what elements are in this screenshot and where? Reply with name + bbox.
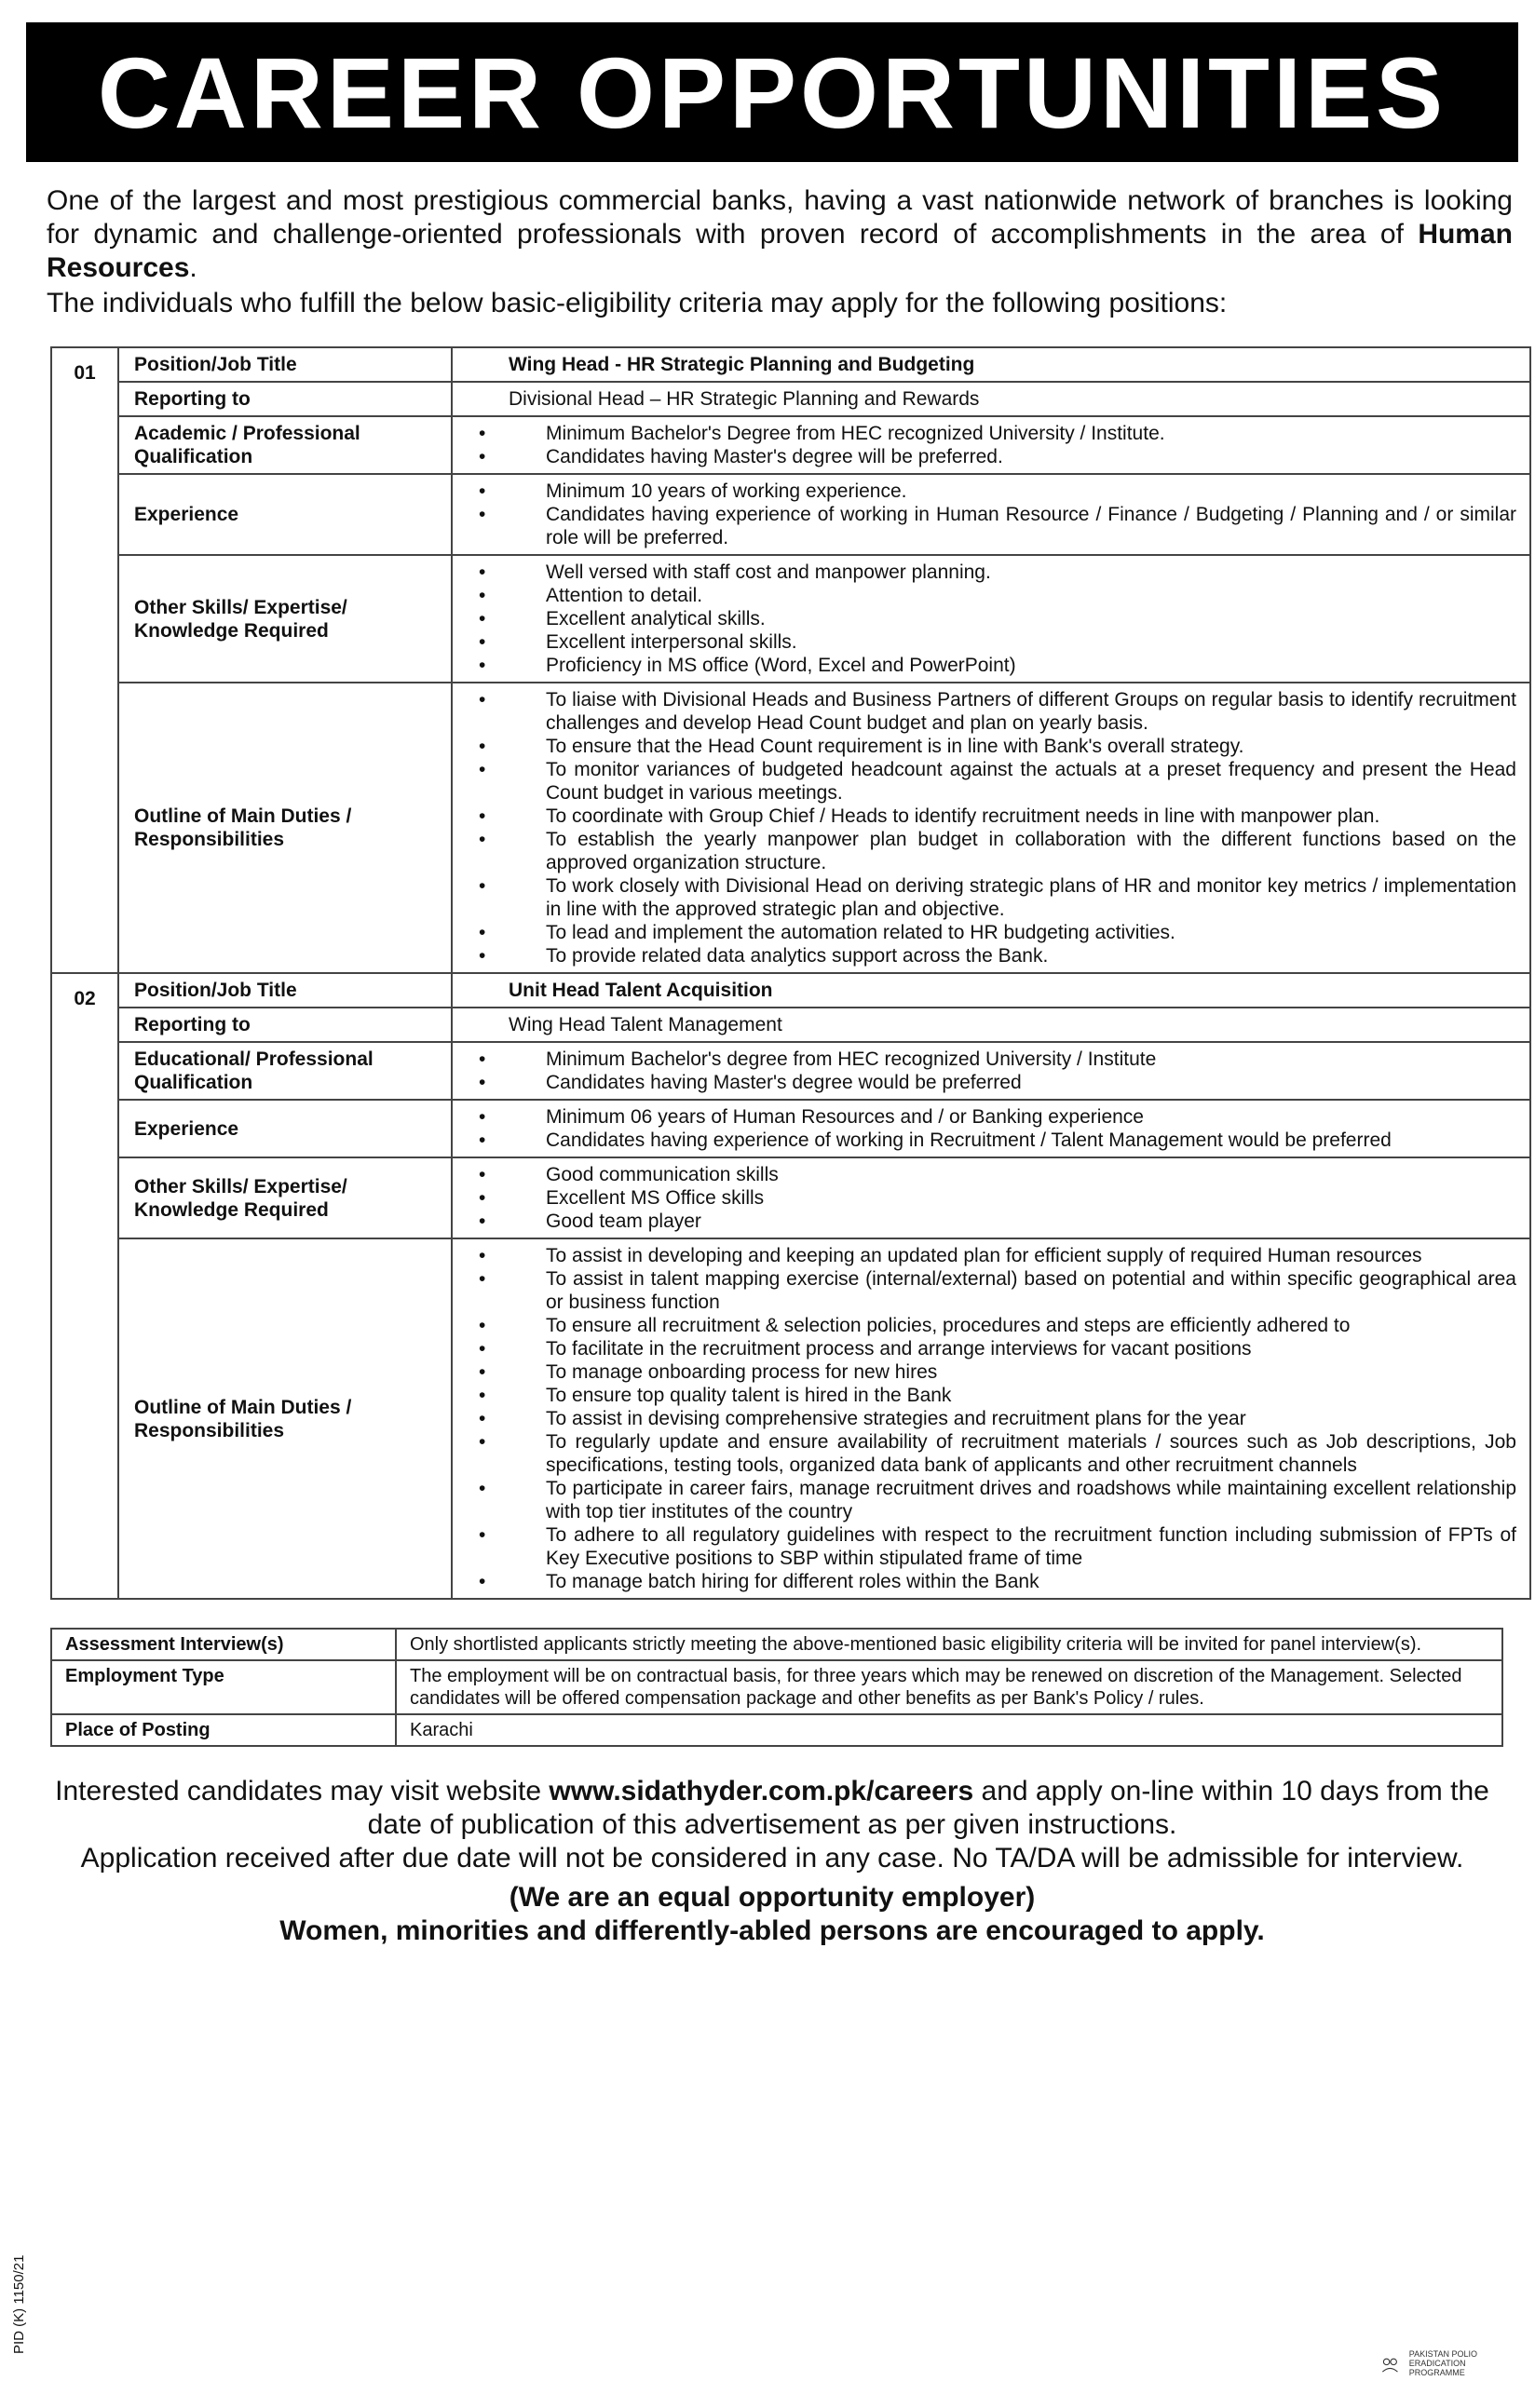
table-row	[51, 347, 1530, 382]
term-label: Employment Type	[51, 1660, 396, 1714]
list-item: • To assist in developing and keeping an updated plan for efficient supply of required Human resources	[546, 1244, 1520, 1267]
publication-id: PID (K) 1150/21	[11, 2254, 27, 2355]
table-row	[51, 683, 1530, 973]
list-item: • Good communication skills	[546, 1163, 1520, 1186]
page-title: CAREER OPPORTUNITIES	[26, 22, 1518, 162]
term-label: Assessment Interview(s)	[51, 1629, 396, 1660]
list-item: • To work closely with Divisional Head on deriving strategic plans of HR and monitor key metrics / implementation in line with the approved strategic plan and objective.	[546, 874, 1520, 921]
bullet-list	[471, 1048, 1520, 1094]
list-item: • To provide related data analytics support across the Bank.	[546, 944, 1520, 967]
field-label-qualification: Educational/ Professional Qualification	[118, 1042, 452, 1100]
field-label-qualification: Academic / Professional Qualification	[118, 416, 452, 474]
field-value-skills	[452, 1157, 1530, 1238]
list-item: • To ensure all recruitment & selection policies, procedures and steps are efficiently adhered to	[546, 1314, 1520, 1337]
list-item: • Candidates having experience of working in Human Resource / Finance / Budgeting / Planning and / or similar role will be preferred.	[546, 503, 1520, 549]
equal-opportunity-note: (We are an equal opportunity employer)	[509, 1882, 1036, 1913]
list-item: • To manage batch hiring for different roles within the Bank	[546, 1570, 1520, 1593]
eligibility-note: The individuals who fulfill the below basic-eligibility criteria may apply for the following positions:	[47, 288, 1228, 318]
list-item: • Minimum 06 years of Human Resources and / or Banking experience	[546, 1105, 1520, 1129]
list-item: • Excellent interpersonal skills.	[546, 630, 1520, 654]
polio-logo-icon	[1379, 2342, 1402, 2385]
field-label-duties: Outline of Main Duties / Responsibilities	[118, 1238, 452, 1599]
list-item: • Minimum Bachelor's degree from HEC recognized University / Institute	[546, 1048, 1520, 1071]
field-value-title: Unit Head Talent Acquisition	[452, 973, 1530, 1008]
table-row	[51, 1008, 1530, 1042]
list-item: • To participate in career fairs, manage recruitment drives and roadshows while maintaining excellent relationship with top tier institutes of the country	[546, 1477, 1520, 1523]
intro-text: One of the largest and most prestigious commercial banks, having a vast nationwide network of branches is looking for dynamic and challenge-oriented professionals with proven record of accomplishments in the area of	[47, 185, 1513, 250]
list-item: • Good team player	[546, 1210, 1520, 1233]
bullet-list	[471, 1163, 1520, 1233]
field-value-reporting: Divisional Head – HR Strategic Planning and Rewards	[452, 382, 1530, 416]
list-item: • Attention to detail.	[546, 584, 1520, 607]
list-item: • Proficiency in MS office (Word, Excel and PowerPoint)	[546, 654, 1520, 677]
table-row	[51, 1714, 1502, 1746]
list-item: • To monitor variances of budgeted headcount against the actuals at a preset frequency and present the Head Count budget in various meetings.	[546, 758, 1520, 805]
field-value-duties	[452, 1238, 1530, 1599]
table-row	[51, 1238, 1530, 1599]
list-item: • To manage onboarding process for new hires	[546, 1360, 1520, 1384]
positions-table	[50, 346, 1531, 1600]
field-label-title: Position/Job Title	[118, 347, 452, 382]
field-label-experience: Experience	[118, 1100, 452, 1157]
table-row	[51, 382, 1530, 416]
field-value-qualification	[452, 1042, 1530, 1100]
list-item: • Minimum Bachelor's Degree from HEC recognized University / Institute.	[546, 422, 1520, 445]
polio-logo-text: PAKISTAN POLIO ERADICATION PROGRAMME	[1408, 2348, 1477, 2377]
position-number: 02	[51, 973, 118, 1599]
position-number: 01	[51, 347, 118, 973]
field-value-reporting: Wing Head Talent Management	[452, 1008, 1530, 1042]
bullet-list	[471, 1105, 1520, 1152]
field-value-experience	[452, 1100, 1530, 1157]
terms-table	[50, 1628, 1503, 1747]
list-item: • To lead and implement the automation related to HR budgeting activities.	[546, 921, 1520, 944]
field-value-experience	[452, 474, 1530, 555]
field-value-title: Wing Head - HR Strategic Planning and Budgeting	[452, 347, 1530, 382]
field-label-skills: Other Skills/ Expertise/ Knowledge Required	[118, 555, 452, 683]
bullet-list	[471, 480, 1520, 549]
list-item: • Well versed with staff cost and manpower planning.	[546, 561, 1520, 584]
table-row	[51, 1100, 1530, 1157]
field-value-skills	[452, 555, 1530, 683]
list-item: • To establish the yearly manpower plan budget in collaboration with the different functions based on the approved organization structure.	[546, 828, 1520, 874]
table-row	[51, 1042, 1530, 1100]
field-label-duties: Outline of Main Duties / Responsibilities	[118, 683, 452, 973]
field-label-reporting: Reporting to	[118, 1008, 452, 1042]
table-row	[51, 555, 1530, 683]
field-label-skills: Other Skills/ Expertise/ Knowledge Required	[118, 1157, 452, 1238]
field-label-experience: Experience	[118, 474, 452, 555]
table-row	[51, 1660, 1502, 1714]
apply-text: Interested candidates may visit website	[55, 1776, 550, 1806]
field-value-duties	[452, 683, 1530, 973]
list-item: • Candidates having Master's degree will be preferred.	[546, 445, 1520, 468]
diversity-note: Women, minorities and differently-abled persons are encouraged to apply.	[279, 1915, 1265, 1946]
list-item: • To ensure that the Head Count requirement is in line with Bank's overall strategy.	[546, 735, 1520, 758]
table-row	[51, 1157, 1530, 1238]
bullet-list	[471, 688, 1520, 967]
intro-text-end: .	[189, 252, 197, 283]
table-row	[51, 474, 1530, 555]
field-label-title: Position/Job Title	[118, 973, 452, 1008]
intro-paragraph	[47, 184, 1513, 285]
table-row	[51, 416, 1530, 474]
list-item: • Excellent MS Office skills	[546, 1186, 1520, 1210]
intro-area: Human Resources	[47, 219, 1513, 283]
list-item: • Candidates having experience of working in Recruitment / Talent Management would be preferred	[546, 1129, 1520, 1152]
term-label: Place of Posting	[51, 1714, 396, 1746]
bullet-list	[471, 561, 1520, 677]
term-value: The employment will be on contractual basis, for three years which may be renewed on discretion of the Management. Selected candidates will be offered compensation package and other benefits as per Bank's Policy / rules.	[396, 1660, 1502, 1714]
bullet-list	[471, 422, 1520, 468]
list-item: • Excellent analytical skills.	[546, 607, 1520, 630]
bullet-list	[471, 1244, 1520, 1593]
field-label-reporting: Reporting to	[118, 382, 452, 416]
list-item: • To liaise with Divisional Heads and Business Partners of different Groups on regular basis to identify recruitment challenges and develop Head Count budget and plan on yearly basis.	[546, 688, 1520, 735]
apply-text-end: and apply on-line within 10 days from the date of publication of this advertisement as per given instructions.	[367, 1776, 1489, 1840]
list-item: • To adhere to all regulatory guidelines with respect to the recruitment function including submission of FPTs of Key Executive positions to SBP within stipulated frame of time	[546, 1523, 1520, 1570]
list-item: • Candidates having Master's degree would be preferred	[546, 1071, 1520, 1094]
advertisement-page	[26, 22, 1518, 1948]
term-value: Karachi	[396, 1714, 1502, 1746]
list-item: • To regularly update and ensure availability of recruitment materials / sources such as Job descriptions, Job specifications, testing tools, organized data bank of applicants and other recruitment channels	[546, 1430, 1520, 1477]
footer-section	[45, 1775, 1500, 1948]
list-item: • To ensure top quality talent is hired in the Bank	[546, 1384, 1520, 1407]
careers-website-link[interactable]: www.sidathyder.com.pk/careers	[549, 1776, 974, 1806]
table-row	[51, 1629, 1502, 1660]
field-value-qualification	[452, 416, 1530, 474]
list-item: • To facilitate in the recruitment process and arrange interviews for vacant positions	[546, 1337, 1520, 1360]
table-row	[51, 973, 1530, 1008]
due-date-note: Application received after due date will not be considered in any case. No TA/DA will be admissible for interview.	[80, 1843, 1464, 1874]
list-item: • To assist in talent mapping exercise (internal/external) based on potential and within specific geographical area or business function	[546, 1267, 1520, 1314]
term-value: Only shortlisted applicants strictly meeting the above-mentioned basic eligibility criteria will be invited for panel interview(s).	[396, 1629, 1502, 1660]
apply-instructions	[45, 1775, 1500, 1842]
list-item: • To assist in devising comprehensive strategies and recruitment plans for the year	[546, 1407, 1520, 1430]
list-item: • To coordinate with Group Chief / Heads to identify recruitment needs in line with manpower plan.	[546, 805, 1520, 828]
polio-programme-logo	[1379, 2337, 1509, 2388]
list-item: • Minimum 10 years of working experience.	[546, 480, 1520, 503]
intro-section	[47, 184, 1513, 320]
